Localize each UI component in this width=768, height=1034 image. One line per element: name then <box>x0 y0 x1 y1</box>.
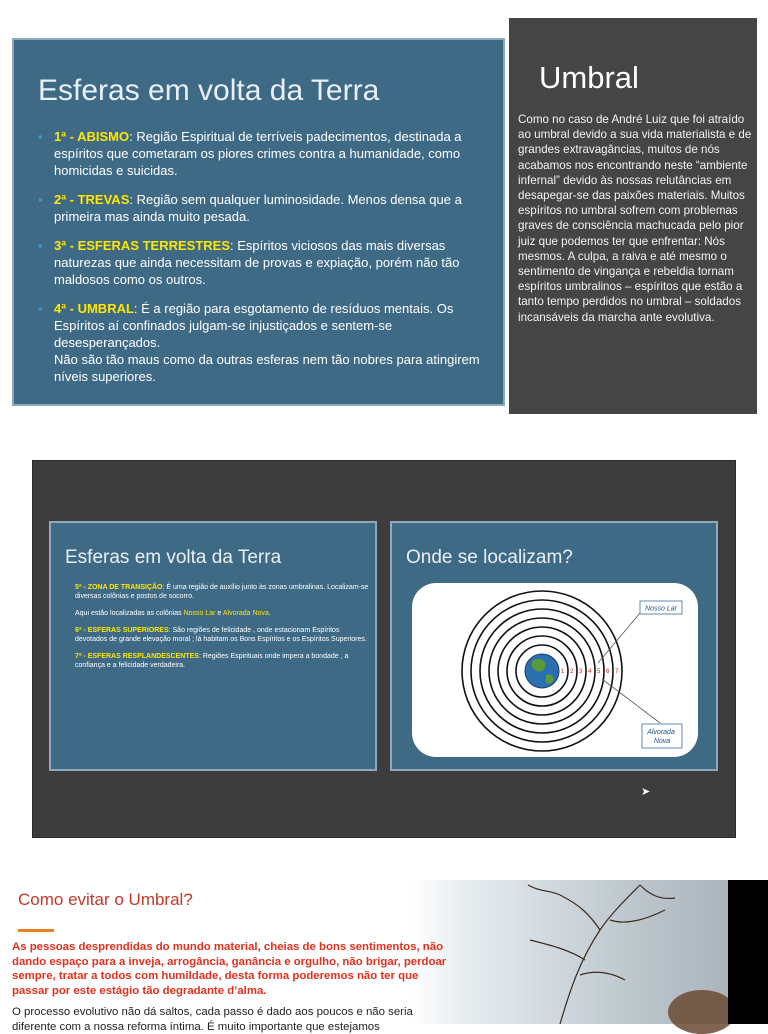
list-item: ▪ 2ª - TREVAS: Região sem qualquer luminosidade. Menos densa que a primeira mas ainda muito pesada. <box>38 192 462 224</box>
ring-number: 1 <box>561 669 565 675</box>
label-alvorada-line: Alvorada <box>647 729 675 736</box>
ring-number: 4 <box>588 669 592 675</box>
label-nosso-lar: Nosso Lar <box>645 605 677 613</box>
ring-number: 5 <box>597 669 601 675</box>
ring-number: 2 <box>570 669 574 675</box>
spheres-diagram <box>412 583 698 757</box>
ring-number: 3 <box>579 669 583 675</box>
highlight-paragraph: As pessoas desprendidas do mundo material, cheias de bons sentimentos, não dando espaço para a inveja, arrogância, ganância e orgulho, não brigar, perdoar sempre, tratar a todos com humildade, desta forma poderemos não ter que passar por este estágio tão degradante d’alma. <box>12 941 447 997</box>
earth-icon <box>525 654 559 688</box>
list-item: 7ª - ESFERAS RESPLANDESCENTES: Regiões Espirituais onde impera a bondade , a confiança e a felicidade verdadeira. <box>75 653 349 669</box>
mini-slide-esferas <box>49 521 377 771</box>
list-item: ▪ 1ª - ABISMO: Região Espiritual de terríveis padecimentos, destinada a espíritos que cometaram os piores crimes contra a humanidade, como homicidas e suicidas. <box>38 129 462 178</box>
list-item: ▪ 3ª - ESFERAS TERRESTRES: Espíritos viciosos das mais diversas naturezas que ainda necessitam de provas e expiação, porém não tão maldosos como os outros. <box>38 238 460 287</box>
list-item: Aqui estão localizadas as colônias Nosso Lar e Alvorada Nova. <box>75 610 271 617</box>
ring-numbers <box>561 669 619 675</box>
ring-number: 6 <box>606 669 610 675</box>
mini-slide-location <box>390 521 718 771</box>
list-item: ▪ 4ª - UMBRAL: É a região para esgotamento de resíduos mentais. Os Espíritos aí confinados julgam-se injustiçados e sentem-se desesperançados. Não são tão maus como da outras esferas nem tão nobres para atingirem níveis superiores. <box>38 301 480 384</box>
background-photo <box>410 880 730 1024</box>
panel-body: Como no caso de André Luiz que foi atraído ao umbral devido a sua vida materialista e de grandes extravagâncias, muitos de nós acabamos nos encontrando neste “ambiente infernal” devido às nossas relutâncias em desapegar-se das paixões materiais. Muitos espíritos no umbral sofrem com problemas graves de consciência machucada pelo pior juiz que podemos ter que enfrentar: Nós mesmos. A culpa, a raiva e até mesmo o sentimento de vingança e rebeldia tornam espíritos umbralinos – espíritos que estão a tanto tempo perdidos no umbral – soldados incansáveis da marcha ante evolutiva. <box>518 113 752 324</box>
slide-como-evitar <box>0 880 768 1033</box>
spheres-rings <box>412 583 698 757</box>
list-item: 6ª - ESFERAS SUPERIORES: São regiões de felicidade , onde estacionam Espíritos devotados de grande elevação moral ; lá habitam os Bons Espíritos e os Espíritos Superiores. <box>75 627 367 643</box>
umbral-panel <box>509 18 757 414</box>
bullet-icon: ▪ <box>38 129 43 144</box>
list-item: 5ª - ZONA DE TRANSIÇÃO: É uma região de auxílio junto às zonas umbralinas. Localizam-se diversas colônias e postos de socorro. <box>75 584 369 600</box>
ring-number: 7 <box>615 669 619 675</box>
spheres-list <box>38 128 498 397</box>
bullet-icon: ▪ <box>38 238 43 253</box>
panel-title: Umbral <box>539 60 639 95</box>
black-edge <box>728 880 768 1024</box>
mini-slide-title: Esferas em volta da Terra <box>65 547 282 568</box>
title-underline <box>18 929 54 932</box>
slide-esferas-1 <box>12 38 505 406</box>
slide-title: Esferas em volta da Terra <box>38 74 380 107</box>
slide-title: Como evitar o Umbral? <box>18 890 193 909</box>
connector-line <box>602 679 660 723</box>
tree-branches-image <box>410 880 730 1024</box>
mouse-cursor-icon: ➤ <box>641 786 651 798</box>
slide-frame-2 <box>32 460 736 838</box>
mini-slide-title: Onde se localizam? <box>406 547 573 568</box>
bullet-icon: ▪ <box>38 192 43 207</box>
bullet-icon: ▪ <box>38 301 43 316</box>
mini-spheres-list <box>75 583 370 678</box>
body-paragraph: O processo evolutivo não dá saltos, cada passo é dado aos poucos e não seria diferente com a nossa reforma íntima. É muito importante que estejamos <box>12 1006 413 1033</box>
label-alvorada-line: Nova <box>653 738 671 745</box>
